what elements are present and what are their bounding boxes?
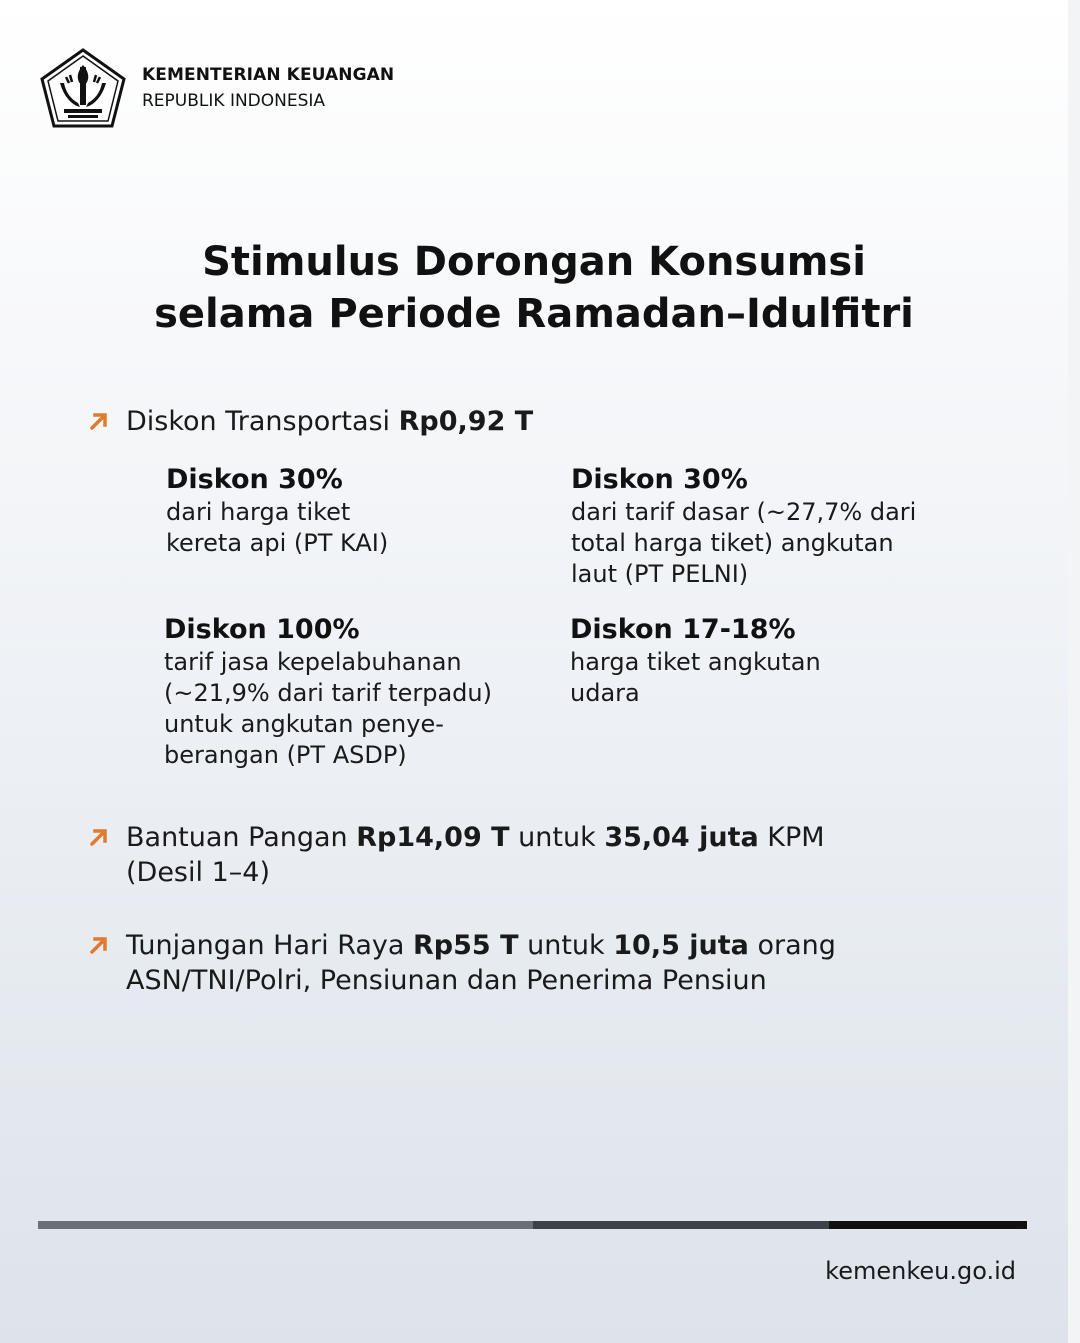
org-block (142, 65, 394, 111)
arrow-up-right-icon (88, 826, 110, 848)
food-amount: Rp14,09 T (356, 822, 510, 853)
footer-bar-segment-dark (829, 1221, 1027, 1229)
page-title (0, 236, 1068, 340)
thr-count: 10,5 juta (613, 930, 749, 961)
transport-text (126, 404, 533, 439)
discount-item (164, 613, 492, 771)
transport-amount: Rp0,92 T (398, 406, 534, 437)
discount-item (166, 463, 388, 559)
discount-heading: Diskon 30% (166, 464, 343, 495)
discount-desc: dari tarif dasar (~27,7% dari total harga tiket) angkutan laut (PT PELNI) (571, 498, 917, 588)
website-link[interactable]: kemenkeu.go.id (825, 1257, 1016, 1285)
bullet-transport (88, 404, 533, 439)
arrow-up-right-icon (88, 410, 110, 432)
thr-text (126, 928, 836, 998)
discount-heading: Diskon 17-18% (570, 614, 796, 645)
bullet-food-aid (88, 820, 825, 890)
org-name: KEMENTERIAN KEUANGAN (142, 65, 395, 85)
footer-bar-segment-mid (533, 1221, 829, 1229)
page-edge (1068, 0, 1080, 1343)
discount-item (571, 463, 916, 590)
title-line-1: Stimulus Dorongan Konsumsi (202, 239, 866, 285)
food-text (126, 820, 825, 890)
discount-heading: Diskon 30% (571, 464, 748, 495)
thr-connector: untuk (518, 930, 614, 961)
food-tail: KPM (758, 822, 825, 853)
food-count: 35,04 juta (604, 822, 759, 853)
discount-desc: tarif jasa kepelabuhanan (~21,9% dari tarif terpadu) untuk angkutan penye- berangan (PT ASDP) (164, 648, 492, 769)
thr-amount: Rp55 T (413, 930, 519, 961)
food-connector: untuk (509, 822, 605, 853)
discount-desc: dari harga tiket kereta api (PT KAI) (166, 498, 389, 557)
transport-label: Diskon Transportasi (126, 406, 399, 437)
discount-item (570, 613, 821, 709)
footer-bar-segment-light (38, 1221, 533, 1229)
discount-desc: harga tiket angkutan udara (570, 648, 821, 707)
header (38, 47, 394, 129)
title-line-2: selama Periode Ramadan–Idulfitri (154, 291, 914, 337)
thr-tail: orang (748, 930, 836, 961)
food-line2: (Desil 1–4) (126, 857, 270, 888)
org-subtitle: REPUBLIK INDONESIA (142, 91, 326, 111)
kemenkeu-emblem-icon (38, 47, 128, 129)
thr-label: Tunjangan Hari Raya (126, 930, 414, 961)
bullet-thr (88, 928, 836, 998)
discount-heading: Diskon 100% (164, 614, 360, 645)
arrow-up-right-icon (88, 934, 110, 956)
food-label: Bantuan Pangan (126, 822, 357, 853)
thr-line2: ASN/TNI/Polri, Pensiunan dan Penerima Pensiun (126, 965, 767, 996)
